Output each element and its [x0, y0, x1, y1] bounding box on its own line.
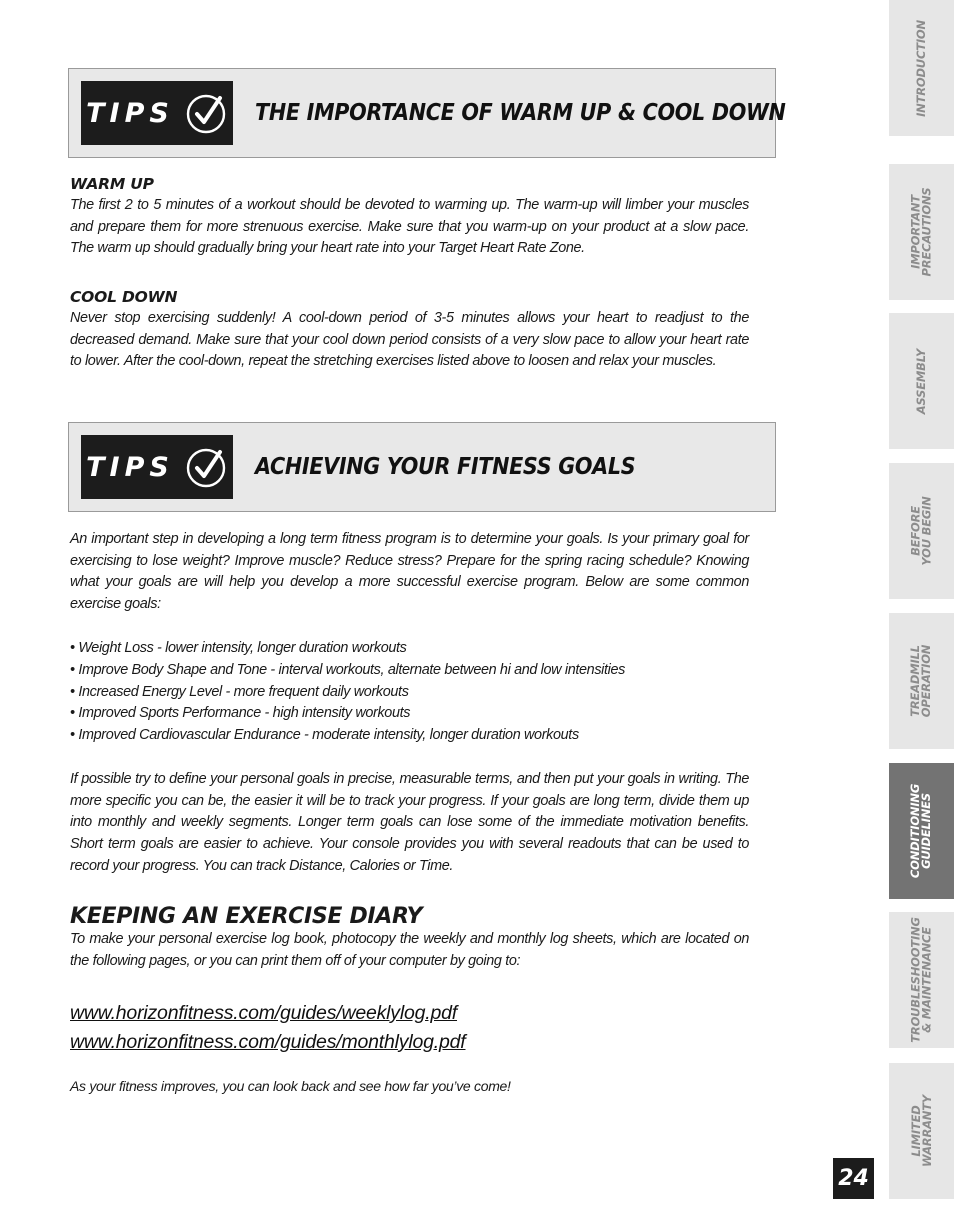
side-tab-treadmill-operation[interactable] — [889, 613, 954, 749]
goals-closing — [70, 769, 749, 878]
tab-label: TROUBLESHOOTING & MAINTENANCE — [908, 917, 934, 1043]
side-tab-limited-warranty[interactable] — [889, 1063, 954, 1199]
closing-text: If possible try to define your personal goals in precise, measurable terms, and then put your goals in writing. The more specific you can be, the easier it will be to track your progress. If your goals are long term, divide them up into monthly and weekly segments. Longer term goals can lose some of the immediate motivation benefits. Short term goals are easier to achieve. Your console provides you with several readouts that can be used to record your progress. You can track Distance, Calories or Time. — [70, 771, 749, 874]
side-tab-before-you-begin[interactable] — [889, 463, 954, 599]
tips-label: TIPS — [86, 451, 174, 483]
tab-label: BEFORE YOU BEGIN — [908, 496, 934, 566]
checkmark-circle-icon — [184, 91, 228, 135]
weekly-log-link[interactable]: www.horizonfitness.com/guides/weeklylog.pdf — [70, 1002, 458, 1024]
side-tab-assembly[interactable] — [889, 313, 954, 449]
tips-banner-goals — [68, 422, 776, 512]
diary-text: To make your personal exercise log book, photocopy the weekly and monthly log sheets, which are located on the following pages, or you can print them off of your computer by going to: — [70, 931, 749, 969]
diary-heading: KEEPING AN EXERCISE DIARY — [70, 904, 423, 929]
tips-label: TIPS — [86, 97, 174, 129]
checkmark-circle-icon — [184, 445, 228, 489]
tab-label: ASSEMBLY — [914, 348, 929, 414]
side-tab-conditioning-guidelines[interactable] — [889, 763, 954, 899]
page-number: 24 — [833, 1158, 874, 1199]
section-heading: COOL DOWN — [70, 288, 178, 306]
list-item: • Improve Body Shape and Tone - interval workouts, alternate between hi and low intensities — [70, 661, 626, 678]
section-text: Never stop exercising suddenly! A cool-down period of 3-5 minutes allows your heart to readjust to the decreased demand. Make sure that your cool down period consists of a very slow pace to allow your heart rate to lower. After the cool-down, repeat the stretching exercises listed above to loosen and relax your muscles. — [70, 310, 749, 370]
goals-list — [70, 638, 749, 747]
list-item: • Weight Loss - lower intensity, longer duration workouts — [70, 640, 407, 656]
tab-label: TREADMILL OPERATION — [908, 644, 934, 718]
banner-title: THE IMPORTANCE OF WARM UP & COOL DOWN — [255, 100, 786, 126]
tab-label: IMPORTANT PRECAUTIONS — [908, 187, 934, 277]
goals-intro — [70, 529, 749, 616]
banner-title: ACHIEVING YOUR FITNESS GOALS — [255, 454, 636, 480]
side-tab-important-precautions[interactable] — [889, 164, 954, 300]
intro-text: An important step in developing a long term fitness program is to determine your goals. Is your primary goal for exercising to lose weight? Improve muscle? Reduce stress? Prepare for the spring racing schedule? Knowing what your goals are will help you develop a more successful exercise program. Below are some common exercise goals: — [70, 531, 749, 613]
warm-up-section — [70, 175, 749, 260]
list-item: • Increased Energy Level - more frequent daily workouts — [70, 683, 409, 700]
diary-closing-text: As your fitness improves, you can look back and see how far you’ve come! — [70, 1078, 511, 1094]
exercise-diary-section — [70, 904, 749, 972]
tab-label: LIMITED WARRANTY — [908, 1095, 934, 1167]
side-tab-introduction[interactable] — [889, 0, 954, 136]
diary-links — [70, 999, 749, 1057]
tips-badge — [81, 435, 233, 499]
side-tab-troubleshooting[interactable] — [889, 912, 954, 1048]
tab-label: INTRODUCTION — [914, 19, 929, 117]
tips-banner-warmup — [68, 68, 786, 158]
tips-badge — [81, 81, 233, 145]
section-text: The first 2 to 5 minutes of a workout should be devoted to warming up. The warm-up will limber your muscles and prepare them for more strenuous exercise. Make sure that you warm-up on your product at a slow pace. The warm up should gradually bring your heart rate into your Target Heart Rate Zone. — [70, 197, 749, 257]
list-item: • Improved Sports Performance - high intensity workouts — [70, 705, 411, 722]
list-item: • Improved Cardiovascular Endurance - moderate intensity, longer duration workouts — [70, 727, 579, 744]
monthly-log-link[interactable]: www.horizonfitness.com/guides/monthlylog.pdf — [70, 1031, 466, 1053]
cool-down-section — [70, 288, 749, 373]
goals-list-wrap — [70, 638, 749, 747]
section-heading: WARM UP — [70, 175, 154, 193]
tab-label: CONDITIONING GUIDELINES — [908, 783, 934, 879]
